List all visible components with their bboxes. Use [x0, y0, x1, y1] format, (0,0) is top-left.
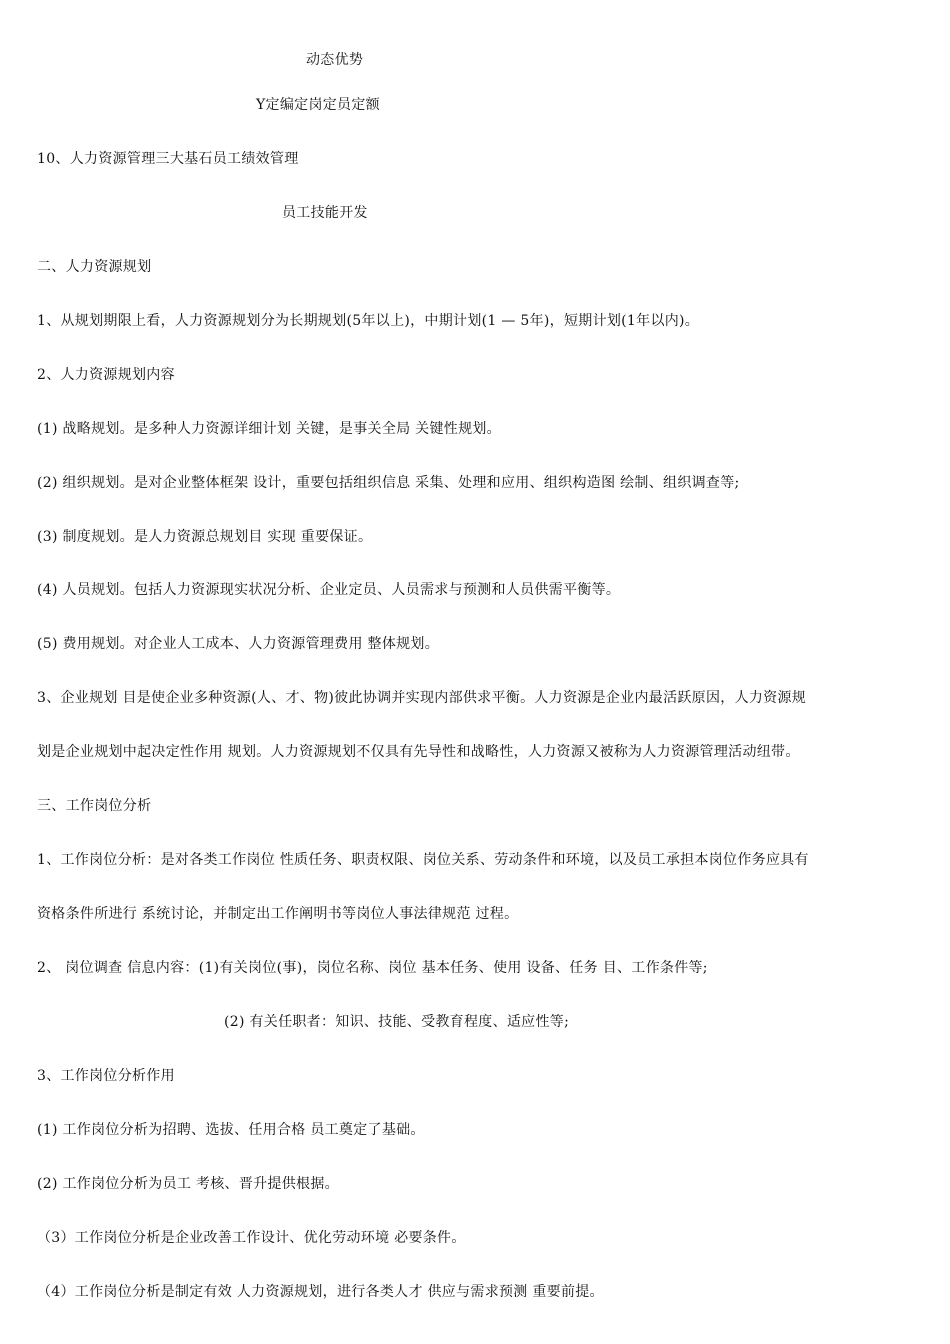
- text-line: (2) 有关任职者：知识、技能、受教育程度、适应性等;: [224, 1014, 570, 1030]
- list-item: (2) 组织规划。是对企业整体框架 设计，重要包括组织信息 采集、处理和应用、组织构造图 绘制、组织调查等;: [37, 475, 740, 491]
- list-item: (4) 人员规划。包括人力资源现实状况分析、企业定员、人员需求与预测和人员供需平衡等。: [37, 582, 621, 598]
- section-heading: 三、工作岗位分析: [37, 798, 152, 814]
- text-line: 3、工作岗位分析作用: [37, 1068, 175, 1084]
- list-item: (1) 工作岗位分析为招聘、选拔、任用合格 员工奠定了基础。: [37, 1122, 425, 1138]
- text-line: 3、企业规划 目是使企业多种资源(人、才、物)彼此协调并实现内部供求平衡。人力资源是企业内最活跃原因，人力资源规: [37, 690, 807, 706]
- text-line: 划是企业规划中起决定性作用 规划。人力资源规划不仅具有先导性和战略性，人力资源又被称为人力资源管理活动纽带。: [37, 744, 800, 760]
- list-item: (3) 制度规划。是人力资源总规划目 实现 重要保证。: [37, 529, 373, 545]
- list-item: (1) 战略规划。是多种人力资源详细计划 关键，是事关全局 关键性规划。: [37, 421, 501, 437]
- text-line: 2、 岗位调查 信息内容：(1)有关岗位(事)，岗位名称、岗位 基本任务、使用 设备、任务 目、工作条件等;: [37, 960, 708, 976]
- text-line: 1、工作岗位分析：是对各类工作岗位 性质任务、职责权限、岗位关系、劳动条件和环境，以及员工承担本岗位作务应具有: [37, 852, 809, 868]
- text-line: 1、从规划期限上看，人力资源规划分为长期规划(5年以上)，中期计划(1 — 5年)，短期计划(1年以内)。: [37, 313, 700, 329]
- text-line: 资格条件所进行 系统讨论，并制定出工作阐明书等岗位人事法律规范 过程。: [37, 906, 519, 922]
- text-line: 10、人力资源管理三大基石员工绩效管理: [37, 151, 299, 167]
- list-item: (5) 费用规划。对企业人工成本、人力资源管理费用 整体规划。: [37, 636, 440, 652]
- text-line: 员工技能开发: [282, 205, 368, 221]
- section-heading: 二、人力资源规划: [37, 259, 152, 275]
- text-line: Y定编定岗定员定额: [256, 97, 380, 113]
- list-item: （4）工作岗位分析是制定有效 人力资源规划，进行各类人才 供应与需求预测 重要前提。: [37, 1284, 604, 1300]
- list-item: (2) 工作岗位分析为员工 考核、晋升提供根据。: [37, 1176, 339, 1192]
- text-line: 动态优势: [306, 52, 364, 68]
- text-line: 2、人力资源规划内容: [37, 367, 175, 383]
- list-item: （3）工作岗位分析是企业改善工作设计、优化劳动环境 必要条件。: [37, 1230, 466, 1246]
